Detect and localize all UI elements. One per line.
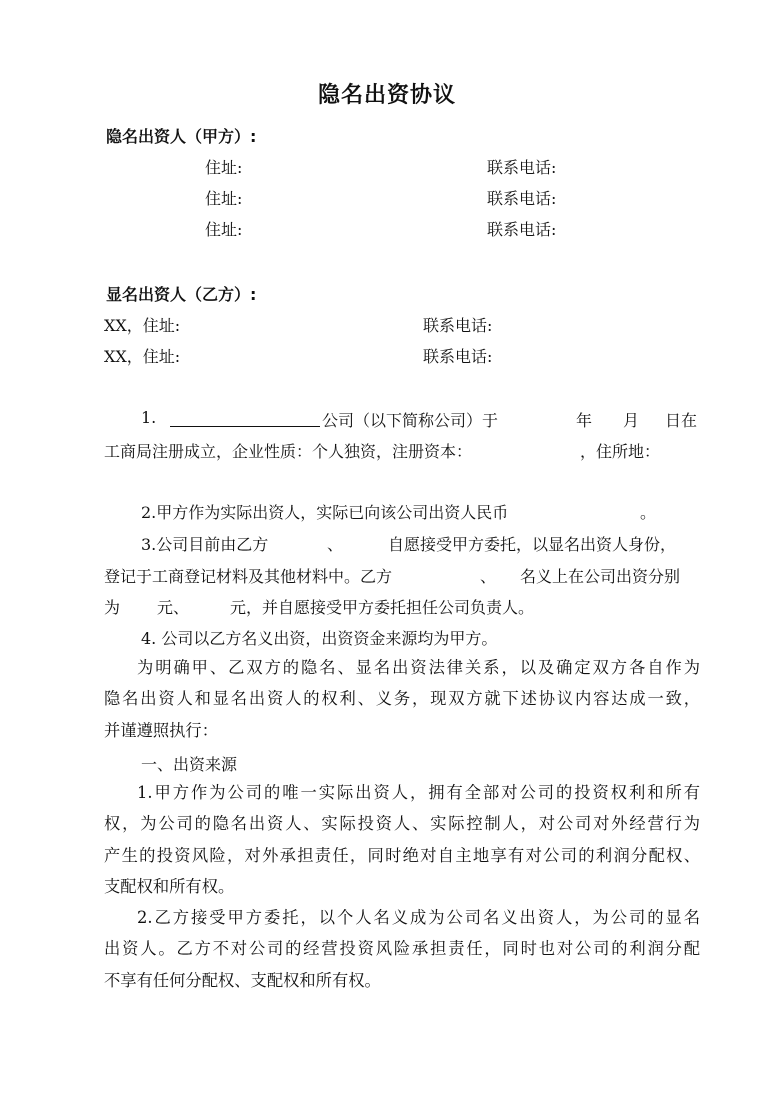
paragraph-line: 权，为公司的隐名出资人、实际投资人、实际控制人，对公司对外经营行为	[104, 814, 700, 834]
preamble-line: 并谨遵照执行：	[104, 720, 218, 740]
party-b-heading: 显名出资人（乙方）:	[106, 285, 257, 304]
party-a-address-2: 住址:	[205, 189, 243, 208]
party-b-phone-1: 联系电话:	[423, 316, 493, 335]
paragraph-line: 支配权和所有权。	[104, 877, 235, 897]
preamble-paragraph	[104, 652, 700, 746]
section1-paragraph-1	[104, 777, 700, 903]
preamble-line: 隐名出资人和显名出资人的权利、义务，现双方就下述协议内容达成一致，	[104, 689, 700, 709]
party-a-address-3: 住址:	[205, 220, 243, 239]
clause3-line3-b: 元、	[157, 598, 190, 617]
party-a-heading: 隐名出资人（甲方）:	[106, 127, 257, 146]
paragraph-line: 2.乙方接受甲方委托，以个人名义成为公司名义出资人，为公司的显名	[137, 908, 700, 927]
paragraph-line: 产生的投资风险，对外承担责任，同时绝对自主地享有对公司的利润分配权、	[104, 845, 700, 865]
clause3-line3-c: 元，并自愿接受甲方委托担任公司负责人。	[230, 598, 535, 617]
clause1-line2-b: ，住所地：	[580, 442, 661, 461]
clause3-line1-c: 自愿接受甲方委托，以显名出资人身份，	[388, 535, 677, 554]
party-a-address-1: 住址:	[205, 158, 243, 177]
clause3-line2-a: 登记于工商登记材料及其他材料中。乙方	[104, 567, 393, 586]
party-b-address-1: XX，住址:	[104, 316, 181, 335]
party-b-address-2: XX，住址:	[104, 347, 181, 366]
clause3-line3-a: 为	[104, 598, 121, 617]
party-a-phone-3: 联系电话:	[487, 220, 557, 239]
party-b-phone-2: 联系电话:	[423, 347, 493, 366]
paragraph-line: 不享有任何分配权、支配权和所有权。	[104, 970, 381, 990]
clause1-number: 1.	[141, 408, 157, 427]
clause3-line1-b: 、	[327, 535, 344, 554]
document-title: 隐名出资协议	[317, 83, 456, 108]
clause3-line1-a: 3.公司目前由乙方	[141, 535, 269, 554]
clause1-company-text: 公司（以下简称公司）于	[322, 411, 499, 430]
clause1-day: 日在	[665, 411, 698, 430]
section1-title: 一、出资来源	[141, 755, 238, 774]
party-a-phone-2: 联系电话:	[487, 189, 557, 208]
clause1-year: 年	[576, 411, 593, 430]
company-name-blank-line	[170, 426, 320, 427]
clause1-month: 月	[623, 411, 640, 430]
clause3-line2-b: 、	[480, 567, 497, 586]
paragraph-line: 出资人。乙方不对公司的经营投资风险承担责任，同时也对公司的利润分配	[104, 939, 700, 959]
clause1-line2-a: 工商局注册成立，企业性质：个人独资，注册资本：	[104, 442, 473, 461]
clause2-end: 。	[640, 503, 657, 522]
paragraph-line: 1.甲方作为公司的唯一实际出资人，拥有全部对公司的投资权利和所有	[137, 783, 700, 802]
clause3-line2-c: 名义上在公司出资分别	[520, 567, 681, 586]
party-a-phone-1: 联系电话:	[487, 158, 557, 177]
preamble-line: 为明确甲、乙双方的隐名、显名出资法律关系，以及确定双方各自作为	[137, 658, 700, 677]
section1-paragraph-2	[104, 902, 700, 996]
clause4-text: 4. 公司以乙方名义出资，出资资金来源均为甲方。	[141, 629, 498, 648]
clause2-text: 2.甲方作为实际出资人，实际已向该公司出资人民币	[141, 503, 509, 522]
